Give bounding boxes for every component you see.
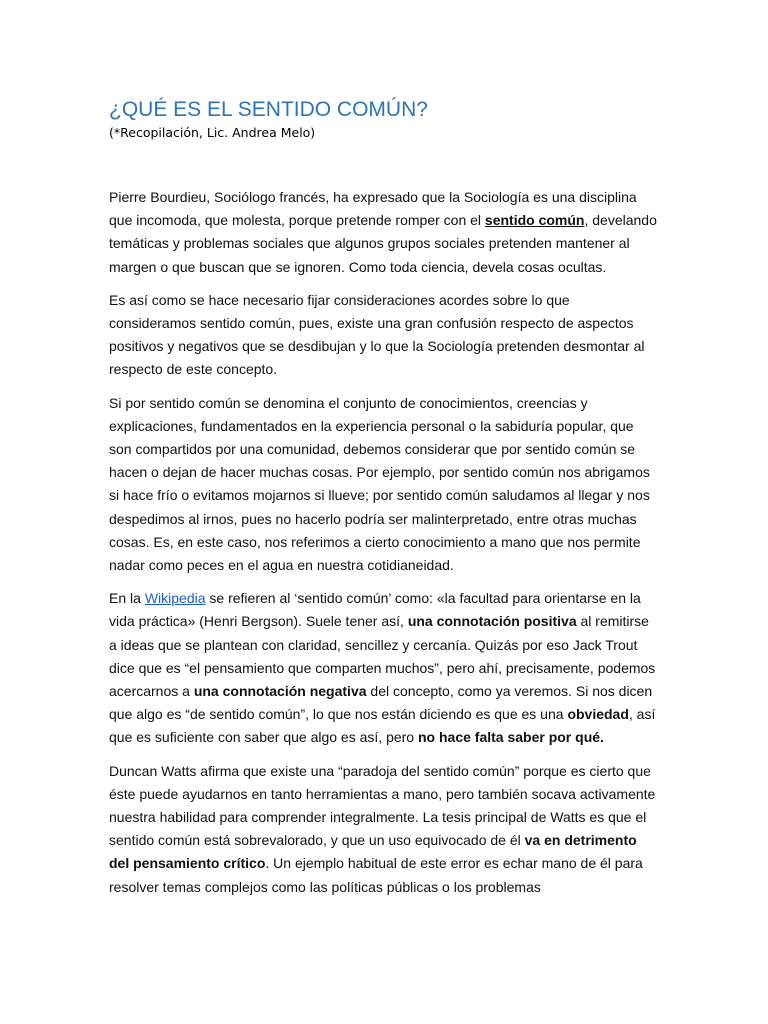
paragraph-1 [109,186,659,279]
p5-text-a: Duncan Watts afirma que existe una “paradoja del sentido común” porque es cierto que éste puede ayudarnos en tanto herramientas a mano, pero también socava activamente nuestra habilidad para comprender integralmente. La tesis principal de Watts es que el sentido común está sobrevalorado, y que un uso equivocado de él [109,762,656,849]
page-subtitle: (*Recopilación, Lic. Andrea Melo) [109,125,316,140]
p5-bold-detrimento: va en detrimento del pensamiento crítico [109,832,637,872]
p4-bold-connotacion-negativa: una connotación negativa [193,683,367,700]
p4-bold-connotacion-positiva: una connotación positiva [407,613,577,630]
paragraph-3: Si por sentido común se denomina el conjunto de conocimientos, creencias y explicaciones, fundamentados en la experiencia personal o la sabiduría popular, que son compartidos por una comunidad, debemos considerar que por sentido común se hacen o dejan de hacer muchas cosas. Por ejemplo, por sentido común nos abrigamos si hace frío o evitamos mojarnos si llueve; por sentido común saludamos al llegar y nos despedimos al irnos, pues no hacerlo podría ser malinterpretado, entre otras muchas cosas. Es, en este caso, nos referimos a cierto conocimiento a mano que nos permite nadar como peces en el agua en nuestra cotidianeidad. [109,394,650,574]
p1-text-c: , develando temáticas y problemas sociales que algunos grupos sociales pretenden mantener al margen o que buscan que se ignoren. Como toda ciencia, devela cosas ocultas. [109,212,657,275]
paragraph-4 [109,587,659,749]
document-page [109,96,659,909]
p4-text-f: del concepto, como ya veremos. Si nos dicen que algo es “de sentido común”, lo que nos están diciendo es que es una [109,683,653,723]
p4-bold-no-hace-falta: no hace falta saber por qué. [417,729,604,746]
page-title: ¿QUÉ ES EL SENTIDO COMÚN? [109,98,428,121]
paragraph-2: Es así como se hace necesario fijar consideraciones acordes sobre lo que consideramos sentido común, pues, existe una gran confusión respecto de aspectos positivos y negativos que se desdibujan y lo que la Sociología pretenden desmontar al respecto de este concepto. [109,291,645,378]
p4-text-h: , así que es suficiente con saber que algo es así, pero [109,706,656,746]
paragraph-5 [109,760,659,899]
p4-text-d: al remitirse a ideas que se plantean con claridad, sencillez y cercanía. Quizás por eso Jack Trout dice que es “el pensamiento que comparten muchos”, pero ahí, precisamente, podemos acercarnos a [109,613,656,700]
p4-text-b: se refieren al ‘sentido común’ como: «la facultad para orientarse en la vida práctica» (Henri Bergson). Suele tener así, [109,590,641,630]
p4-text-a: En la [109,590,145,607]
p1-text-a: Pierre Bourdieu, Sociólogo francés, ha expresado que la Sociología es una disciplina que incomoda, que molesta, porque pretende romper con el [109,189,637,229]
p4-bold-obviedad: obviedad [567,706,629,723]
p5-text-c: . Un ejemplo habitual de este error es echar mano de él para resolver temas complejos como las políticas públicas o los problemas [109,855,643,895]
p1-emphasis-sentido-comun: sentido común [484,212,585,229]
wikipedia-link[interactable]: Wikipedia [144,590,206,607]
